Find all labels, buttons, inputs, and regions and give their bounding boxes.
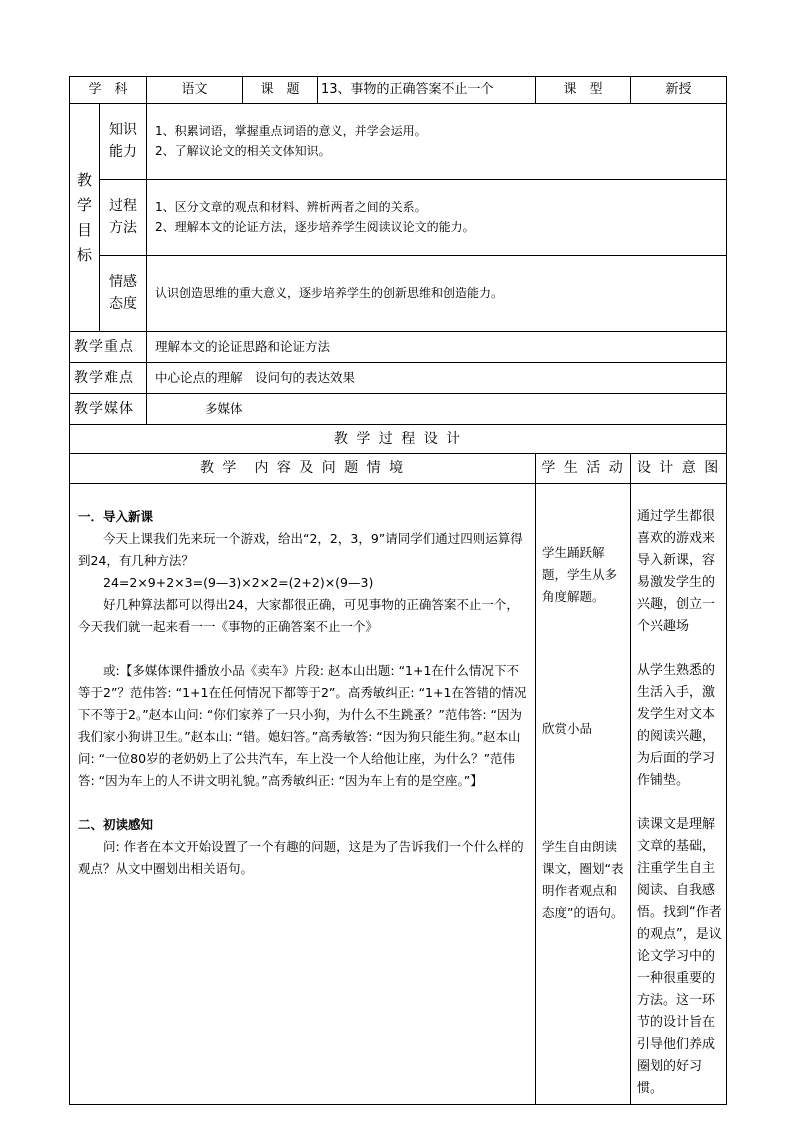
media-label: 教学媒体 bbox=[70, 394, 147, 425]
media-row bbox=[70, 394, 727, 425]
process-row bbox=[70, 484, 727, 1105]
objective-label-knowledge: 知识 能力 bbox=[100, 104, 147, 180]
process-content bbox=[70, 484, 536, 1105]
column-header-content: 教 学 内 容 及 问 题 情 境 bbox=[70, 454, 536, 484]
lesson-plan-table bbox=[69, 76, 727, 1105]
difficulty-row bbox=[70, 363, 727, 394]
lesson-plan-page bbox=[69, 76, 726, 1105]
section-2-para-1: 问: 作者在本文开始设置了一个有趣的问题，这是为了告诉我们一个什么样的观点？从文中圈划出相关语句。 bbox=[78, 839, 524, 876]
section-1-para-3: 或:【多媒体课件播放小品《卖车》片段: 赵本山出题: “1+1在什么情况下不等于2”？范伟答: “1+1在任何情况下都等于2”。高秀敏纠正: “1+1在答错的情况下不等于2。”赵本山问: “你们家养了一只小狗，为什么不生跳蚤？”范伟答: “因为我们家小狗讲卫生。”赵本山: “错。媳妇答。”高秀敏答: “因为狗只能生狗。”赵本山问: “一位80岁的老奶奶上了公共汽车，车上没一个人给他让座，为什么？”范伟答: “因为车上的人不讲文明礼貌。”高秀敏纠正: “因为车上有的是空座。”】 bbox=[78, 663, 527, 788]
column-header-row bbox=[70, 454, 727, 484]
objective-label-process: 过程 方法 bbox=[100, 180, 147, 256]
subject-value: 语文 bbox=[147, 77, 243, 104]
activity-3: 学生自由朗读课文，圈划“表明作者观点和态度”的语句。 bbox=[542, 839, 624, 920]
activity-2: 欣赏小品 bbox=[542, 721, 593, 736]
intent-1: 通过学生都很喜欢的游戏来导入新课，容易激发学生的兴趣，创立一个兴趣场 bbox=[637, 509, 716, 634]
key-point-label: 教学重点 bbox=[70, 332, 147, 363]
topic-label: 课 题 bbox=[243, 77, 318, 104]
student-activities bbox=[536, 484, 631, 1105]
design-title: 教 学 过 程 设 计 bbox=[70, 425, 727, 454]
subject-label: 学 科 bbox=[70, 77, 147, 104]
section-2-title: 二、初读感知 bbox=[78, 817, 154, 832]
objective-label-attitude: 情感 态度 bbox=[100, 256, 147, 332]
key-point-text: 理解本文的论证思路和论证方法 bbox=[147, 332, 727, 363]
column-header-activity: 学 生 活 动 bbox=[536, 454, 631, 484]
objective-row-attitude bbox=[70, 256, 727, 332]
objective-text-knowledge: 1、积累词语，掌握重点词语的意义，并学会运用。 2、了解议论文的相关文体知识。 bbox=[147, 104, 727, 180]
intent-3: 读课文是理解文章的基础，注重学生自主阅读、自我感悟。找到“作者的观点”，是议论文学习中的一种很重要的方法。这一环节的设计旨在引导他们养成圈划的好习惯。 bbox=[637, 817, 722, 1096]
objective-text-process: 1、区分文章的观点和材料、辨析两者之间的关系。 2、理解本文的论证方法，逐步培养学生阅读议论文的能力。 bbox=[147, 180, 727, 256]
objectives-label: 教 学 目 标 bbox=[70, 104, 100, 332]
difficulty-label: 教学难点 bbox=[70, 363, 147, 394]
topic-value: 13、事物的正确答案不止一个 bbox=[318, 77, 536, 104]
activity-1: 学生踊跃解题，学生从多角度解题。 bbox=[542, 545, 618, 604]
section-1-title: 一．导入新课 bbox=[78, 509, 154, 524]
section-1-formula: 24=2×9+2×3=(9—3)×2×2=(2+2)×(9—3) bbox=[103, 575, 374, 590]
type-label: 课 型 bbox=[536, 77, 631, 104]
media-text: 多媒体 bbox=[147, 394, 727, 425]
objective-row-knowledge bbox=[70, 104, 727, 180]
type-value: 新授 bbox=[631, 77, 727, 104]
key-point-row bbox=[70, 332, 727, 363]
objective-row-process bbox=[70, 180, 727, 256]
design-title-row bbox=[70, 425, 727, 454]
objective-text-attitude: 认识创造思维的重大意义，逐步培养学生的创新思维和创造能力。 bbox=[147, 256, 727, 332]
intent-2: 从学生熟悉的生活入手，激发学生对文本的阅读兴趣，为后面的学习作铺垫。 bbox=[637, 663, 716, 788]
section-1-para-1: 今天上课我们先来玩一个游戏，给出“2，2，3，9”请同学们通过四则运算得到24，有几种方法？ bbox=[78, 531, 523, 568]
design-intent bbox=[631, 484, 727, 1105]
difficulty-text: 中心论点的理解 设问句的表达效果 bbox=[147, 363, 727, 394]
header-row bbox=[70, 77, 727, 104]
column-header-intent: 设 计 意 图 bbox=[631, 454, 727, 484]
section-1-para-2: 好几种算法都可以得出24，大家都很正确，可见事物的正确答案不止一个，今天我们就一起来看一一《事物的正确答案不止一个》 bbox=[78, 597, 519, 634]
